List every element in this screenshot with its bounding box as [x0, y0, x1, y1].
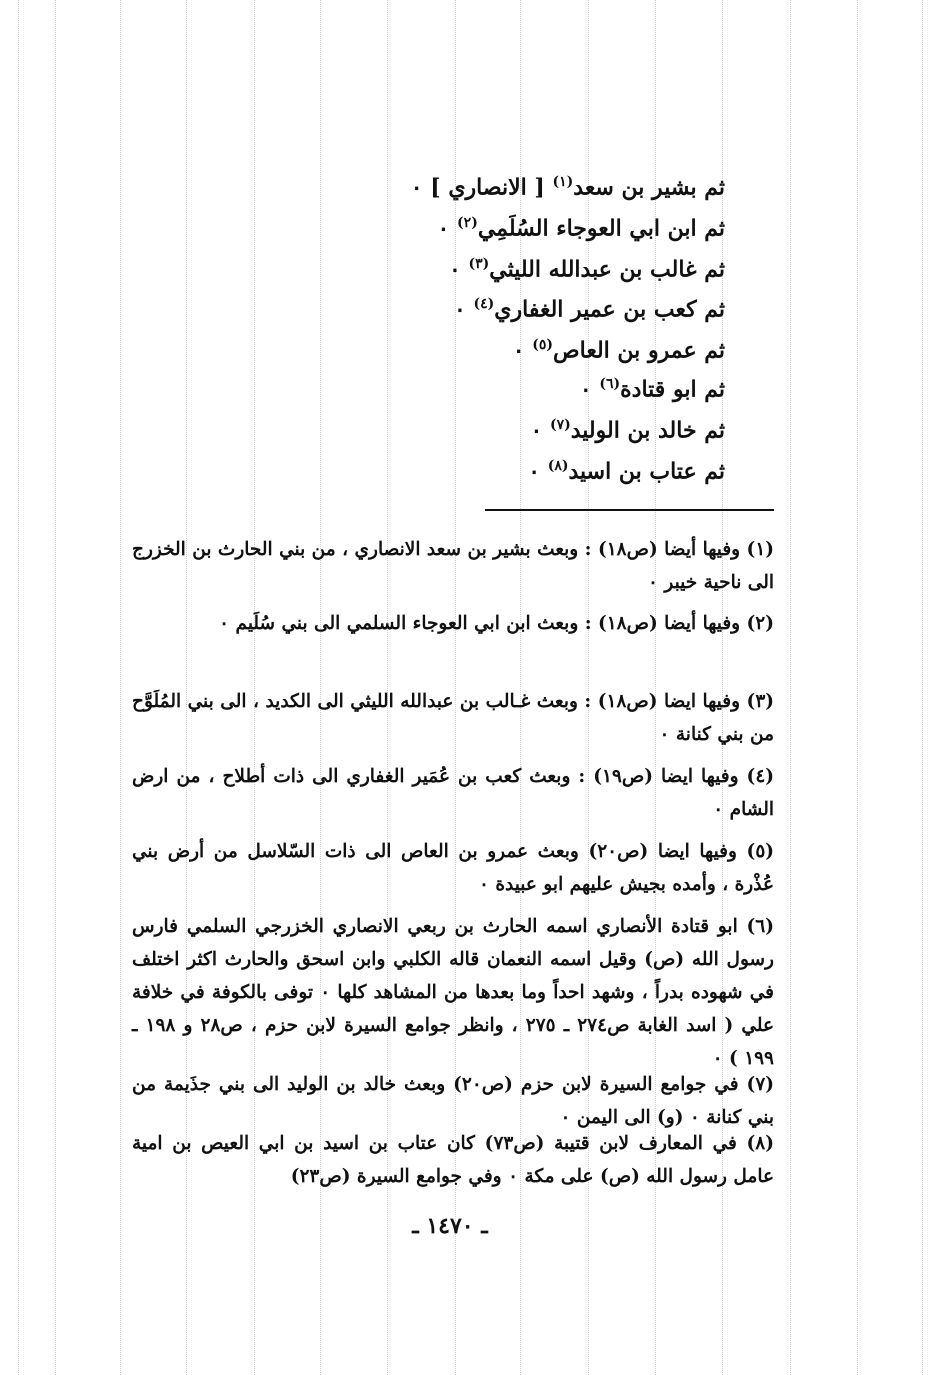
list-item-tail: [ الانصاري ] ٠: [410, 174, 553, 201]
list-item-text: ثم ابو قتادة: [620, 376, 725, 403]
footnote-mark: (١): [552, 174, 574, 190]
footnote-1: (١) وفيها أيضا (ص١٨) : وبعث بشير بن سعد الانصاري ، من بني الحارث بن الخزرج الى ناحية خيبر ٠: [132, 539, 775, 593]
list-item-text: ثم ابن ابي العوجاء السُلَمِي: [477, 215, 725, 242]
list-item-tail: ٠: [454, 296, 474, 323]
list-item-tail: ٠: [512, 337, 533, 364]
list-item-text: ثم غالب بن عبدالله الليثي: [489, 256, 725, 283]
list-item: [449, 249, 725, 284]
list-item-text: ثم عمرو بن العاص: [553, 337, 725, 364]
footnote-separator: [485, 509, 774, 511]
list-item-text: ثم كعب بن عمير الغفاري: [494, 296, 725, 323]
list-item: [580, 369, 725, 404]
list-item: [438, 208, 725, 243]
ruled-guide-line: [857, 0, 858, 1375]
list-item: [530, 410, 725, 445]
list-item-text: ثم بشير بن سعد: [573, 174, 725, 201]
footnote-mark: (٥): [532, 337, 554, 353]
footnote-mark: (٢): [457, 215, 478, 231]
list-item-tail: ٠: [579, 376, 600, 403]
footnote-mark: (٧): [549, 417, 571, 433]
footnote-mark: (٣): [468, 256, 490, 272]
list-item-tail: ٠: [530, 417, 550, 444]
list-item: [411, 167, 725, 202]
footnote-5: (٥) وفيها ايضا (ص٢٠) وبعث عمرو بن العاص الى ذات السّلاسل من أرض بني عُذْرة ، وأمده بجيش عليهم ابو عبيدة ٠: [132, 841, 775, 895]
list-item-tail: ٠: [449, 256, 469, 283]
expedition-list: [345, 0, 725, 500]
ruled-guide-line: [120, 0, 121, 1375]
ruled-guide-line: [18, 0, 19, 1375]
ruled-guide-line: [922, 0, 923, 1375]
footnote-8: (٨) في المعارف لابن قتيبة (ص٧٣) كان عتاب بن اسيد بن ابي العيص بن امية عامل رسول الله (ص) على مكة ٠ وفي جوامع السيرة (ص٢٣): [132, 1133, 774, 1187]
footnote-4: (٤) وفيها ايضا (ص١٩) : وبعث كعب بن عُمَير الغفاري الى ذات أطلاح ، من ارض الشام ٠: [132, 766, 775, 820]
list-item-text: ثم عتاب بن اسيد: [568, 458, 725, 485]
footnote-mark: (٨): [547, 458, 569, 474]
list-item-tail: ٠: [528, 458, 548, 485]
footnote-7: (٧) في جوامع السيرة لابن حزم (ص٢٠) وبعث خالد بن الوليد الى بني جذَيمة من بني كنانة ٠ (و) الى اليمن ٠: [132, 1074, 775, 1128]
ruled-guide-line: [790, 0, 791, 1375]
footnote-2: (٢) وفيها أيضا (ص١٨) : وبعث ابن ابي العوجاء السلمي الى بني سُلَيم ٠: [219, 613, 774, 634]
list-item-text: ثم خالد بن الوليد: [570, 417, 725, 444]
list-item: [528, 451, 725, 486]
page-number: ـ ١٤٧٠ ـ: [412, 1213, 488, 1239]
footnote-3: (٣) وفيها ايضا (ص١٨) : وبعث غـالب بن عبدالله الليثي الى الكديد ، الى بني المُلَوَّح من بني كنانة ٠: [132, 691, 775, 745]
footnote-6: (٦) ابو قتادة الأنصاري اسمه الحارث بن ربعي الانصاري الخزرجي السلمي فارس رسول الله (ص) وقيل اسمه النعمان قاله الكلبي وابن اسحق والحارث اكثر اختلف في شهوده بدراً ، وشهد احداً وما بعدها من المشاهد كلها ٠ توفى بالكوفة في خلافة علي ( اسد الغابة ص٢٧٤ ـ ٢٧٥ ، وانظر جوامع السيرة لابن حزم ، ص٢٨ و ١٩٨ ـ ١٩٩ ) ٠: [132, 916, 774, 1069]
footnote-mark: (٦): [599, 376, 621, 392]
footnote-mark: (٤): [473, 296, 495, 312]
list-item-tail: ٠: [437, 215, 458, 242]
list-item: [513, 330, 725, 365]
ruled-guide-line: [55, 0, 56, 1375]
list-item: [454, 289, 725, 324]
